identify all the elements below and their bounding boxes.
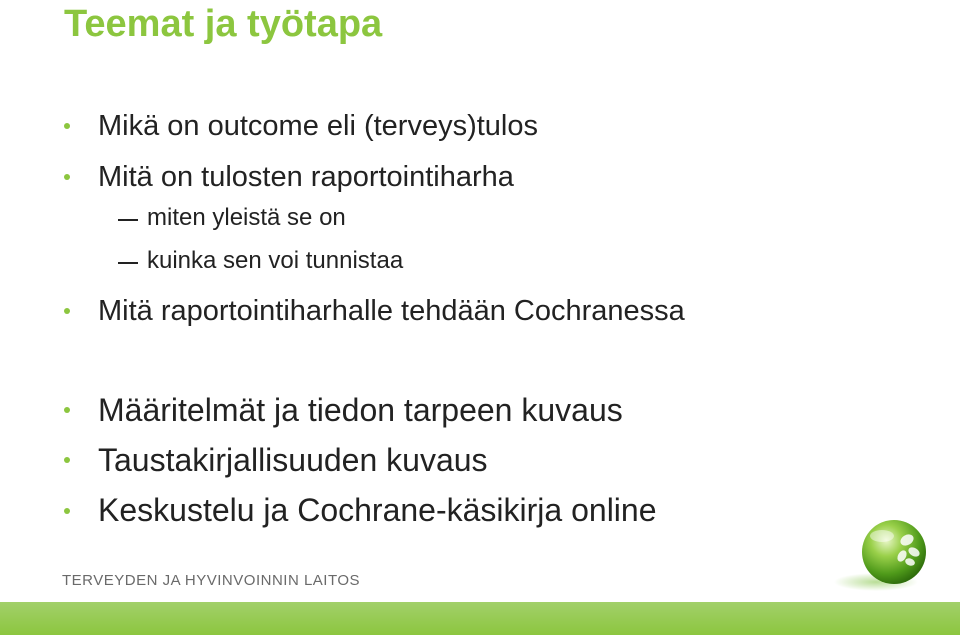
bullet-marker [64, 174, 70, 180]
green-sphere-logo-icon [832, 512, 936, 596]
bullet-item: Mitä raportointiharhalle tehdään Cochranessa [98, 295, 685, 327]
footer-bar [0, 602, 960, 635]
bullet-marker [64, 308, 70, 314]
sub-bullet-item: miten yleistä se on [147, 204, 346, 231]
sub-bullet-dash [118, 219, 138, 221]
bullet-item: Mitä on tulosten raportointiharha [98, 161, 514, 193]
bullet-marker [64, 457, 70, 463]
sub-bullet-item: kuinka sen voi tunnistaa [147, 247, 404, 274]
bullet-item: Määritelmät ja tiedon tarpeen kuvaus [98, 392, 623, 428]
bullet-marker [64, 123, 70, 129]
bullet-marker [64, 407, 70, 413]
sub-bullet-dash [118, 262, 138, 264]
bullet-marker [64, 508, 70, 514]
slide-title: Teemat ja työtapa [64, 3, 383, 45]
bullet-item: Keskustelu ja Cochrane-käsikirja online [98, 492, 657, 528]
bullet-item: Taustakirjallisuuden kuvaus [98, 442, 488, 478]
bullet-item: Mikä on outcome eli (terveys)tulos [98, 110, 538, 142]
footer-organization: TERVEYDEN JA HYVINVOINNIN LAITOS [62, 572, 361, 589]
